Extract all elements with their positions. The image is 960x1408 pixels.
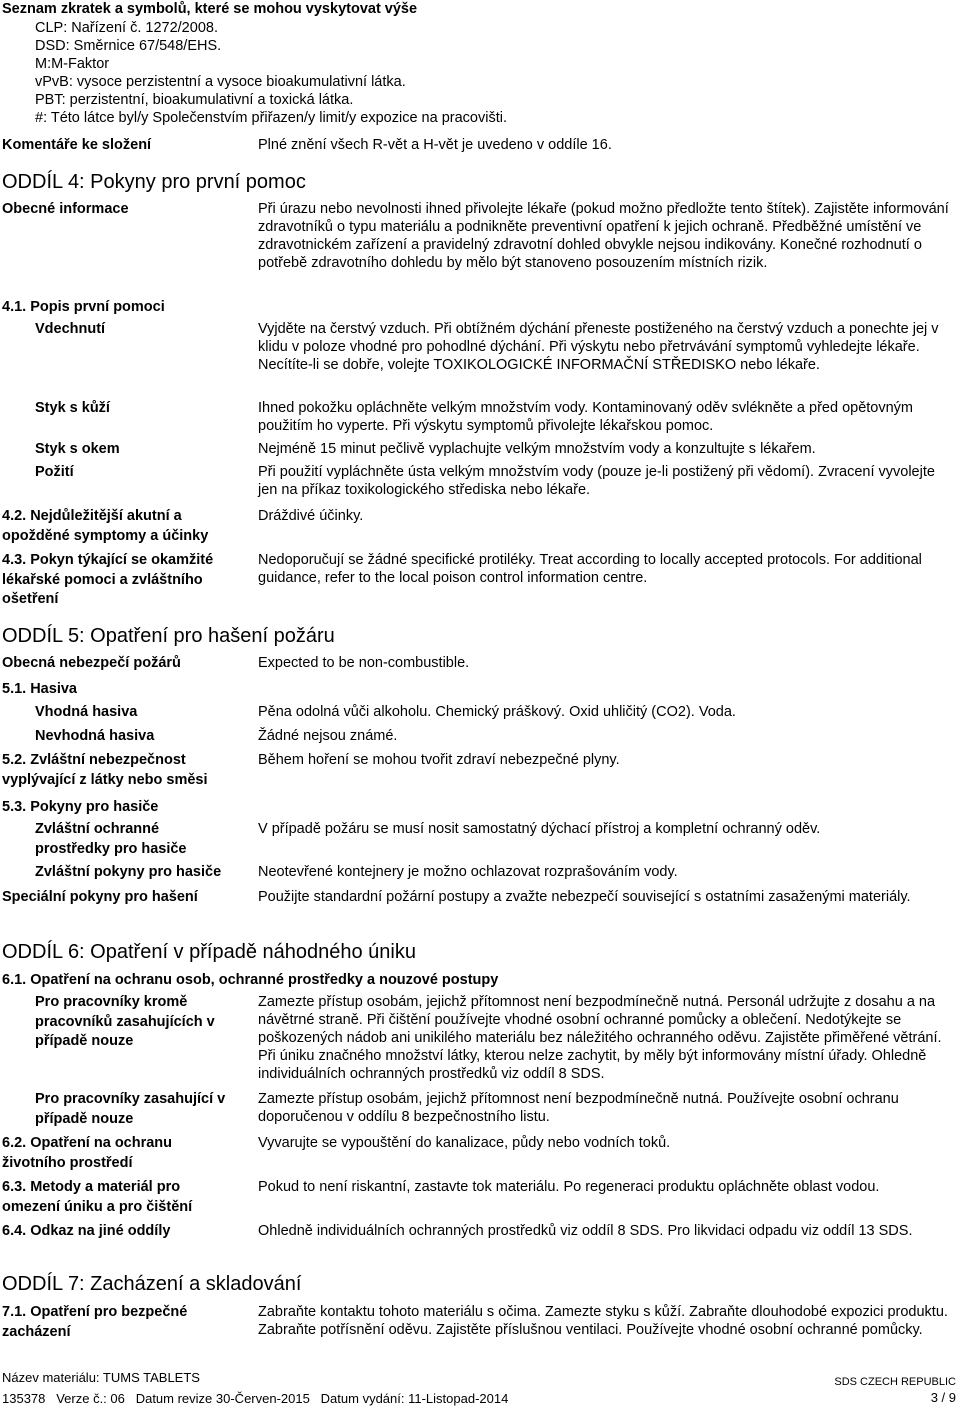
environmental-precautions-text: Vyvarujte se vypouštění do kanalizace, půdy nebo vodních toků. (258, 1135, 671, 1151)
section-4-title: ODDÍL 4: Pokyny pro první pomoc (2, 171, 306, 193)
non-emergency-text: Zamezte přístup osobám, jejichž přítomnost není bezpodmínečně nutná. Personál udržujte z dosahu a na návětrné straně. Při čištění používejte vhodné osobní ochranné pomůcky a oblečení. Nedotýkejte se poškozených nádob ani unikilého materiálu bez náležitého ochranného oděvu. Zajistěte přiměřené větrání. Při úniku značného množství látky, kterou nelze zachytit, by měly být informovány místní úřady. Ohledně individuálních ochranných prostředků viz oddíl 8 SDS. (258, 994, 942, 1082)
footer-meta: 135378 Verze č.: 06 Datum revize 30-Červen-2015 Datum vydání: 11-Listopad-2014 (2, 1391, 509, 1406)
eye-contact-label: Styk s okem (35, 441, 120, 457)
non-emergency-label: Pro pracovníky kromě pracovníků zasahujících v případě nouze (35, 994, 215, 1049)
section-5-title: ODDÍL 5: Opatření pro hašení požáru (2, 625, 335, 647)
section-6-title: ODDÍL 6: Opatření v případě náhodného úniku (2, 941, 416, 963)
containment-methods-label: 6.3. Metody a materiál pro omezení úniku a pro čištění (2, 1179, 193, 1215)
other-sections-text: Ohledně individuálních ochranných prostředků viz oddíl 8 SDS. Pro likvidaci odpadu viz oddíl 13 SDS. (258, 1223, 913, 1239)
inhalation-text: Vyjděte na čerstvý vzduch. Při obtížném dýchání přeneste postiženého na čerstvý vzduch a ponechte jej v klidu v poloze vhodné pro pohodlné dýchání. Při výskytu nebo přetrvávání symptomů vyhledejte lékaře. Necítíte-li se dobře, volejte TOXIKOLOGICKÉ INFORMAČNÍ STŘEDISKO nebo lékaře. (258, 321, 939, 373)
abbreviation-item: M:M-Faktor (35, 56, 110, 72)
safe-handling-text: Zabraňte kontaktu tohoto materiálu s očima. Zamezte styku s kůží. Zabraňte dlouhodobé expozici produktu. Zabraňte potřísnění oděvu. Zajistěte příslušnou ventilaci. Používejte vhodné osobní ochranné pomůcky. (258, 1304, 948, 1338)
personal-precautions-heading: 6.1. Opatření na ochranu osob, ochranné prostředky a nouzové postupy (2, 972, 499, 988)
first-aid-heading: 4.1. Popis první pomoci (2, 299, 165, 315)
general-info-text: Při úrazu nebo nevolnosti ihned přivolejte lékaře (pokud možno předložte tento štítek). Zajistěte informování zdravotníků o typu materiálu a podnikněte preventivní opatření k jejich ochraně. Předběžné umístění ve zdravotnickém zařízení a pravidelný zdravotní dohled obvykle nejsou indikovány. Konečné rozhodnutí o potřebě zdravotního dohledu by mělo být stanoveno posouzením místních rizik. (258, 201, 949, 271)
composition-comments-label: Komentáře ke složení (2, 137, 152, 153)
special-firefighting-text: Použijte standardní požární postupy a zvažte nebezpečí související s ostatními zasaženými materiály. (258, 889, 911, 905)
abbreviation-item: PBT: perzistentní, bioakumulativní a toxická látka. (35, 92, 354, 108)
suitable-media-label: Vhodná hasiva (35, 704, 138, 720)
protective-equipment-text: V případě požáru se musí nosit samostatný dýchací přístroj a kompletní ochranný oděv. (258, 821, 821, 837)
emergency-responders-label: Pro pracovníky zasahující v případě nouze (35, 1091, 226, 1127)
footer-page-number: 3 / 9 (930, 1390, 956, 1405)
eye-contact-text: Nejméně 15 minut pečlivě vyplachujte velkým množstvím vody a konzultujte s lékařem. (258, 441, 816, 457)
firefighting-procedures-label: Zvláštní pokyny pro hasiče (35, 864, 222, 880)
containment-methods-text: Pokud to není riskantní, zastavte tok materiálu. Po regeneraci produktu opláchněte oblast vodou. (258, 1179, 880, 1195)
section-7-title: ODDÍL 7: Zacházení a skladování (2, 1273, 302, 1295)
abbreviations-title: Seznam zkratek a symbolů, které se mohou vyskytovat výše (2, 1, 418, 17)
abbreviation-item: DSD: Směrnice 67/548/EHS. (35, 38, 222, 54)
abbreviations-list (35, 19, 507, 127)
symptoms-label: 4.2. Nejdůležitější akutní a opožděné symptomy a účinky (2, 508, 209, 544)
special-firefighting-label: Speciální pokyny pro hašení (2, 889, 198, 905)
composition-comments-value: Plné znění všech R-vět a H-vět je uvedeno v oddíle 16. (258, 137, 612, 153)
safe-handling-label: 7.1. Opatření pro bezpečné zacházení (2, 1304, 188, 1340)
unsuitable-media-label: Nevhodná hasiva (35, 728, 155, 744)
special-hazards-text: Během hoření se mohou tvořit zdraví nebezpečné plyny. (258, 752, 620, 768)
skin-contact-text: Ihned pokožku opláchněte velkým množstvím vody. Kontaminovaný oděv svlékněte a před opětovným použitím ho vyperte. Při výskytu symptomů přivolejte lékařskou pomoc. (258, 400, 914, 434)
special-hazards-label: 5.2. Zvláštní nebezpečnost vyplývající z látky nebo směsi (2, 752, 208, 788)
footer-material-name: Název materiálu: TUMS TABLETS (2, 1370, 200, 1385)
extinguishing-media-heading: 5.1. Hasiva (2, 681, 77, 697)
abbreviation-item: CLP: Nařízení č. 1272/2008. (35, 20, 218, 36)
inhalation-label: Vdechnutí (35, 321, 106, 337)
general-info-label: Obecné informace (2, 201, 129, 217)
environmental-precautions-label: 6.2. Opatření na ochranu životního prostředí (2, 1135, 173, 1171)
emergency-responders-text: Zamezte přístup osobám, jejichž přítomnost není bezpodmínečně nutná. Používejte osobní ochranu doporučenou v oddílu 8 bezpečnostního listu. (258, 1091, 899, 1125)
ingestion-label: Požití (35, 464, 74, 480)
firefighters-heading: 5.3. Pokyny pro hasiče (2, 799, 159, 815)
fire-hazards-text: Expected to be non-combustible. (258, 655, 470, 671)
ingestion-text: Při použití vypláchněte ústa velkým množstvím vody (pouze je-li postižený při vědomí). Zvracení vyvolejte jen na příkaz toxikologického střediska nebo lékaře. (258, 464, 935, 498)
unsuitable-media-text: Žádné nejsou známé. (258, 728, 398, 744)
medical-attention-label: 4.3. Pokyn týkající se okamžité lékařské pomoci a zvláštního ošetření (2, 552, 214, 607)
suitable-media-text: Pěna odolná vůči alkoholu. Chemický práškový. Oxid uhličitý (CO2). Voda. (258, 704, 736, 720)
abbreviation-item: #: Této látce byl/y Společenstvím přiřazen/y limit/y expozice na pracovišti. (35, 110, 507, 126)
skin-contact-label: Styk s kůží (35, 400, 110, 416)
symptoms-text: Dráždivé účinky. (258, 508, 364, 524)
fire-hazards-label: Obecná nebezpečí požárů (2, 655, 181, 671)
footer-region: SDS CZECH REPUBLIC (834, 1376, 956, 1388)
abbreviation-item: vPvB: vysoce perzistentní a vysoce bioakumulativní látka. (35, 74, 406, 90)
other-sections-label: 6.4. Odkaz na jiné oddíly (2, 1223, 171, 1239)
protective-equipment-label: Zvláštní ochranné prostředky pro hasiče (35, 821, 187, 857)
firefighting-procedures-text: Neotevřené kontejnery je možno ochlazovat rozprašováním vody. (258, 864, 678, 880)
medical-attention-text: Nedoporučují se žádné specifické protiléky. Treat according to locally accepted protocols. For additional guidance, refer to the local poison control information centre. (258, 552, 922, 586)
